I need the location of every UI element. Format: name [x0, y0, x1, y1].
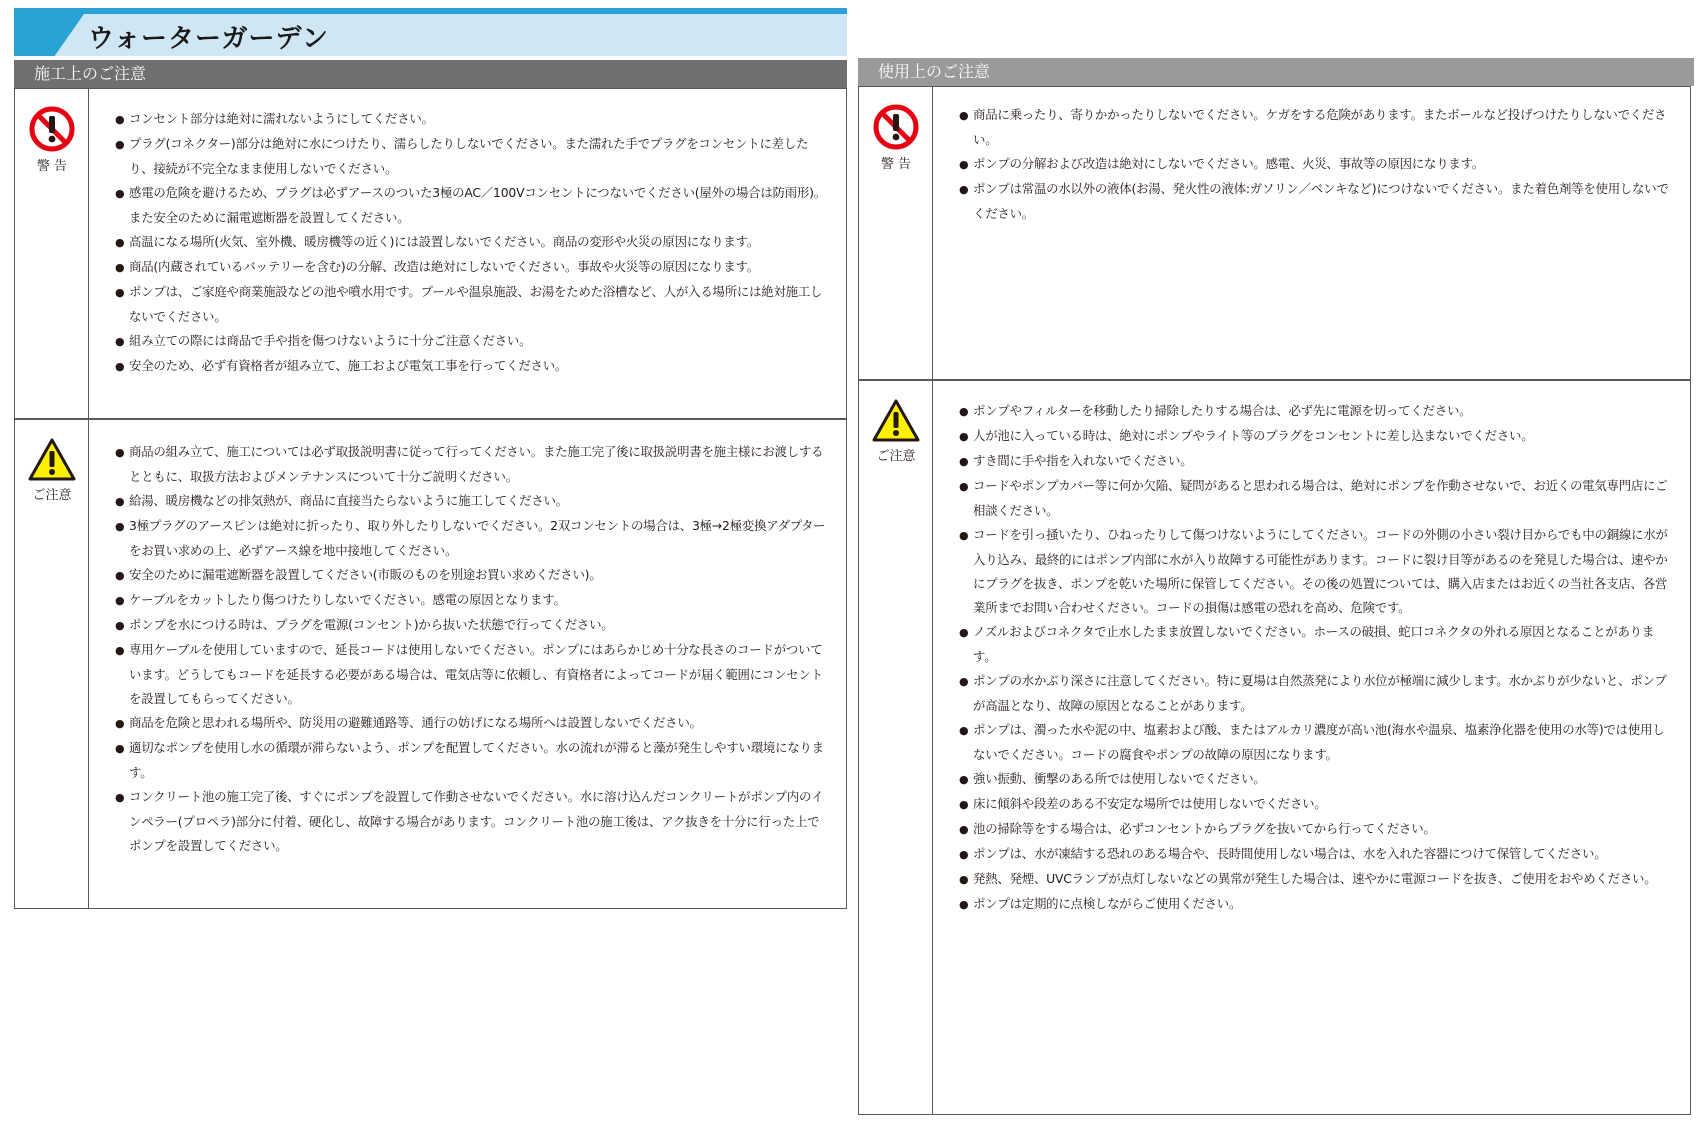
list-item: ● ノズルおよびコネクタで止水したまま放置しないでください。ホースの破損、蛇口コネクタの外れる原因となることがあります。 [959, 620, 1672, 669]
caution-icon-block [859, 399, 933, 465]
usage-warning-panel [858, 86, 1691, 380]
list-item: ● ポンプの水かぶり深さに注意してください。特に夏場は自然蒸発により水位が極端に減少します。水かぶりが少ないと、ポンプが高温となり、故障の原因となることがあります。 [959, 669, 1672, 718]
list-item: ● 床に傾斜や段差のある不安定な場所では使用しないでください。 [959, 792, 1672, 817]
list-item: ● 安全のため、必ず有資格者が組み立て、施工および電気工事を行ってください。 [115, 354, 830, 379]
list-item: ● 組み立ての際には商品で手や指を傷つけないように十分ご注意ください。 [115, 329, 830, 354]
list-item: ● ポンプを水につける時は、プラグを電源(コンセント)から抜いた状態で行ってください。 [115, 613, 830, 638]
list-item: ● コードやポンプカバー等に何か欠陥、疑問があると思われる場合は、絶対にポンプを作動させないで、お近くの電気専門店にご相談ください。 [959, 474, 1672, 523]
caution-triangle-icon [872, 399, 920, 443]
list-item: ● ポンプは、水が凍結する恐れのある場合や、長時間使用しない場合は、水を入れた容器につけて保管してください。 [959, 842, 1672, 867]
caution-label: ご注意 [32, 488, 72, 503]
list-item: ● 商品(内蔵されているバッテリーを含む)の分解、改造は絶対にしないでください。事故や火災等の原因になります。 [115, 255, 830, 280]
list-item: ● コンセント部分は絶対に濡れないようにしてください。 [115, 107, 830, 132]
warning-label: 警 告 [880, 157, 912, 172]
usage-section-header: 使用上のご注意 [858, 58, 1694, 86]
title-bar [14, 8, 847, 56]
list-item: ● ポンプは、濁った水や泥の中、塩素および酸、またはアルカリ濃度が高い池(海水や温泉、塩素浄化器を使用の水等)では使用しないでください。コードの腐食やポンプの故障の原因になります。 [959, 718, 1672, 767]
list-item: ● ポンプの分解および改造は絶対にしないでください。感電、火災、事故等の原因になります。 [959, 152, 1672, 177]
list-item: ● プラグ(コネクター)部分は絶対に水につけたり、濡らしたりしないでください。また濡れた手でプラグをコンセントに差したり、接続が不完全なまま使用しないでください。 [115, 132, 830, 181]
list-item: ● ポンプは常温の水以外の液体(お湯、発火性の液体:ガソリン／ベンキなど)につけないでください。また着色剤等を使用しないでください。 [959, 177, 1672, 226]
warning-icon-block [859, 103, 933, 173]
list-item: ● ポンプやフィルターを移動したり掃除したりする場合は、必ず先に電源を切ってください。 [959, 399, 1672, 424]
construction-section-header: 施工上のご注意 [14, 60, 847, 88]
list-item: ● 感電の危険を避けるため、プラグは必ずアースのついた3極のAC／100Vコンセントにつないでください(屋外の場合は防雨形)。また安全のために漏電遮断器を設置してください。 [115, 181, 830, 230]
list-item: ● すき間に手や指を入れないでください。 [959, 449, 1672, 474]
list-item: ● 人が池に入っている時は、絶対にポンプやライト等のプラグをコンセントに差し込まないでください。 [959, 424, 1672, 449]
icon-column [859, 381, 933, 1114]
caution-label: ご注意 [876, 449, 916, 464]
warning-label: 警 告 [36, 159, 68, 174]
prohibition-exclamation-icon [872, 103, 920, 151]
list-item: ● ポンプは、ご家庭や商業施設などの池や噴水用です。プールや温泉施設、お湯をためた浴槽など、人が入る場所には絶対施工しないでください。 [115, 280, 830, 329]
list-item: ● 商品の組み立て、施工については必ず取扱説明書に従って行ってください。また施工完了後に取扱説明書を施主様にお渡しするとともに、取扱方法およびメンテナンスについて十分ご説明ください。 [115, 440, 830, 489]
list-item: ● 商品を危険と思われる場所や、防災用の避難通路等、通行の妨げになる場所へは設置しないでください。 [115, 711, 830, 736]
icon-column [859, 87, 933, 379]
construction-warning-panel [14, 88, 847, 419]
caution-icon-block [15, 438, 89, 504]
list-item: ● 3極プラグのアースピンは絶対に折ったり、取り外したりしないでください。2双コンセントの場合は、3極→2極変換アダプターをお買い求めの上、必ずアース線を地中接地してください。 [115, 514, 830, 563]
list-item: ● 商品に乗ったり、寄りかかったりしないでください。ケガをする危険があります。またボールなど投げつけたりしないでください。 [959, 103, 1672, 152]
caution-text-list [115, 440, 830, 858]
list-item: ● ポンプは定期的に点検しながらご使用ください。 [959, 892, 1672, 917]
prohibition-exclamation-icon [28, 105, 76, 153]
list-item: ● 専用ケーブルを使用していますので、延長コードは使用しないでください。ポンプにはあらかじめ十分な長さのコードがついています。どうしてもコードを延長する必要がある場合は、電気店等に依頼し、有資格者によってコードが届く範囲にコンセントを設置してもらってください。 [115, 638, 830, 711]
list-item: ● 強い振動、衝撃のある所では使用しないでください。 [959, 767, 1672, 792]
list-item: ● 給湯、暖房機などの排気熱が、商品に直接当たらないように施工してください。 [115, 489, 830, 514]
construction-caution-panel [14, 419, 847, 909]
warning-text-list [115, 107, 830, 379]
page-title: ウォーターガーデン [88, 24, 329, 54]
caution-text-list [959, 399, 1672, 917]
icon-column [15, 89, 89, 418]
list-item: ● 高温になる場所(火気、室外機、暖房機等の近く)には設置しないでください。商品の変形や火災の原因になります。 [115, 230, 830, 255]
usage-caution-panel [858, 380, 1691, 1115]
icon-column [15, 420, 89, 908]
list-item: ● 安全のために漏電遮断器を設置してください(市販のものを別途お買い求めください)。 [115, 563, 830, 588]
list-item: ● 池の掃除等をする場合は、必ずコンセントからプラグを抜いてから行ってください。 [959, 817, 1672, 842]
list-item: ● コードを引っ掻いたり、ひねったりして傷つけないようにしてください。コードの外側の小さい裂け目からでも中の銅線に水が入り込み、最終的にはポンプ内部に水が入り故障する可能性があります。コードに裂け目等があるのを発見した場合は、速やかにプラグを抜き、ポンプを乾いた場所に保管してください。その後の処置については、購入店またはお近くの当社各支店、各営業所までお問い合わせください。コードの損傷は感電の恐れを高め、危険です。 [959, 523, 1672, 620]
list-item: ● 適切なポンプを使用し水の循環が滞らないよう、ポンプを配置してください。水の流れが滞ると藻が発生しやすい環境になります。 [115, 736, 830, 785]
warning-text-list [959, 103, 1672, 226]
list-item: ● コンクリート池の施工完了後、すぐにポンプを設置して作動させないでください。水に溶け込んだコンクリートがポンプ内のインペラー(プロペラ)部分に付着、硬化し、故障する場合があります。コンクリート池の施工後は、アク抜きを十分に行った上でポンプを設置してください。 [115, 785, 830, 858]
list-item: ● 発熱、発煙、UVCランプが点灯しないなどの異常が発生した場合は、速やかに電源コードを抜き、ご使用をおやめください。 [959, 867, 1672, 892]
warning-icon-block [15, 105, 89, 175]
list-item: ● ケーブルをカットしたり傷つけたりしないでください。感電の原因となります。 [115, 588, 830, 613]
caution-triangle-icon [28, 438, 76, 482]
